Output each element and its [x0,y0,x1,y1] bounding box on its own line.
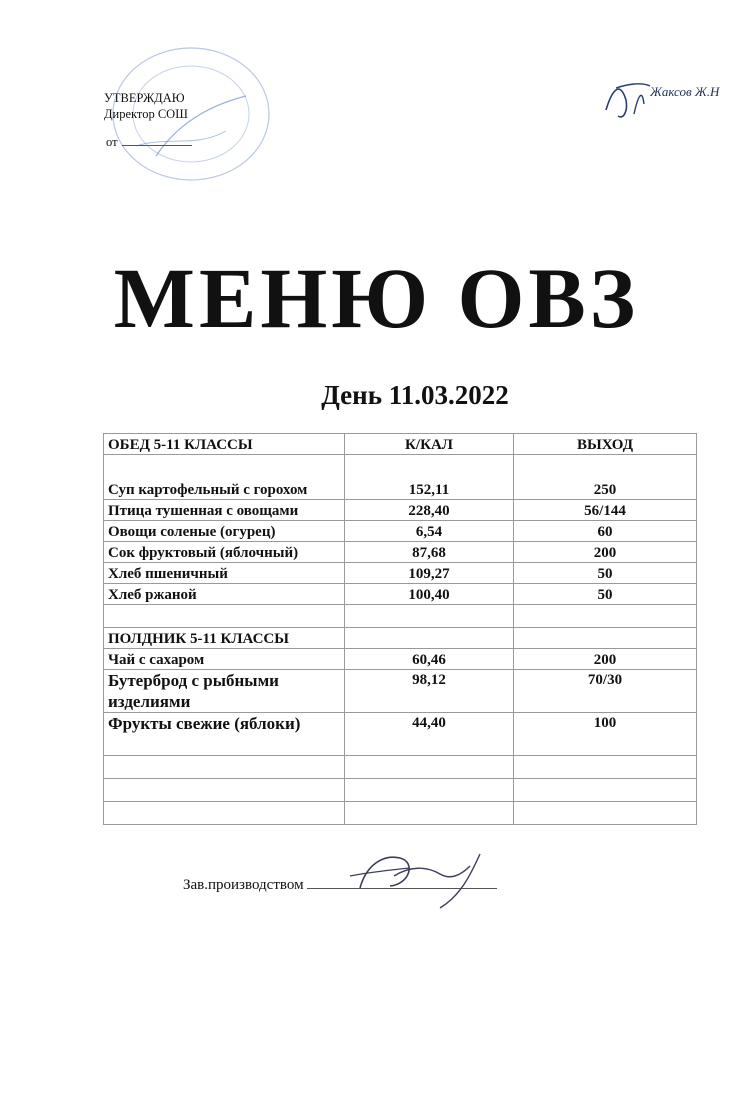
table-row [104,649,697,670]
approval-block [104,90,192,150]
snack-header: ПОЛДНИК 5-11 КЛАССЫ [104,628,345,649]
dish-name: Хлеб ржаной [104,584,345,605]
dish-name: Фрукты свежие (яблоки) [104,713,345,756]
dish-name: Сок фруктовый (яблочный) [104,542,345,563]
dish-kcal: 109,27 [345,563,514,584]
dish-yield: 100 [514,713,697,756]
menu-table [103,433,697,825]
menu-date: День 11.03.2022 [321,380,509,410]
table-row [104,670,697,713]
table-row [104,455,697,500]
table-header-row [104,434,697,455]
dish-kcal: 228,40 [345,500,514,521]
dish-kcal: 87,68 [345,542,514,563]
table-row-empty [104,605,697,628]
dish-yield: 60 [514,521,697,542]
dish-yield: 56/144 [514,500,697,521]
dish-yield: 200 [514,542,697,563]
table-row [104,584,697,605]
dish-name: Хлеб пшеничный [104,563,345,584]
dish-yield: 50 [514,563,697,584]
header-yield: ВЫХОД [514,434,697,455]
dish-name: Чай с сахаром [104,649,345,670]
header-kcal: К/КАЛ [345,434,514,455]
dish-name: Суп картофельный с горохом [104,455,345,500]
dish-yield: 70/30 [514,670,697,713]
table-row-empty [104,802,697,825]
dish-kcal: 100,40 [345,584,514,605]
snack-header-row [104,628,697,649]
dish-kcal: 6,54 [345,521,514,542]
approval-date-line [104,134,192,150]
dish-yield: 200 [514,649,697,670]
dish-name: Бутерброд с рыбными изделиями [104,670,345,713]
director-label: Директор СОШ [104,107,188,121]
page-title: МЕНЮ ОВЗ [113,250,640,346]
dish-kcal: 98,12 [345,670,514,713]
table-row [104,542,697,563]
production-head-label: Зав.производством [183,877,304,893]
dish-name: Овощи соленые (огурец) [104,521,345,542]
dish-name: Птица тушенная с овощами [104,500,345,521]
dish-yield: 50 [514,584,697,605]
dish-kcal: 60,46 [345,649,514,670]
approve-label: УТВЕРЖДАЮ [104,91,185,105]
director-signature-text: Жаксов Ж.Н [650,84,720,99]
dish-kcal: 44,40 [345,713,514,756]
table-row [104,713,697,756]
director-signature [598,70,748,130]
header-meal: ОБЕД 5-11 КЛАССЫ [104,434,345,455]
table-row-empty [104,779,697,802]
table-row [104,563,697,584]
from-label: от [106,135,118,149]
table-row-empty [104,756,697,779]
dish-yield: 250 [514,455,697,500]
table-row [104,500,697,521]
dish-kcal: 152,11 [345,455,514,500]
production-head-signature [330,836,510,916]
table-row [104,521,697,542]
